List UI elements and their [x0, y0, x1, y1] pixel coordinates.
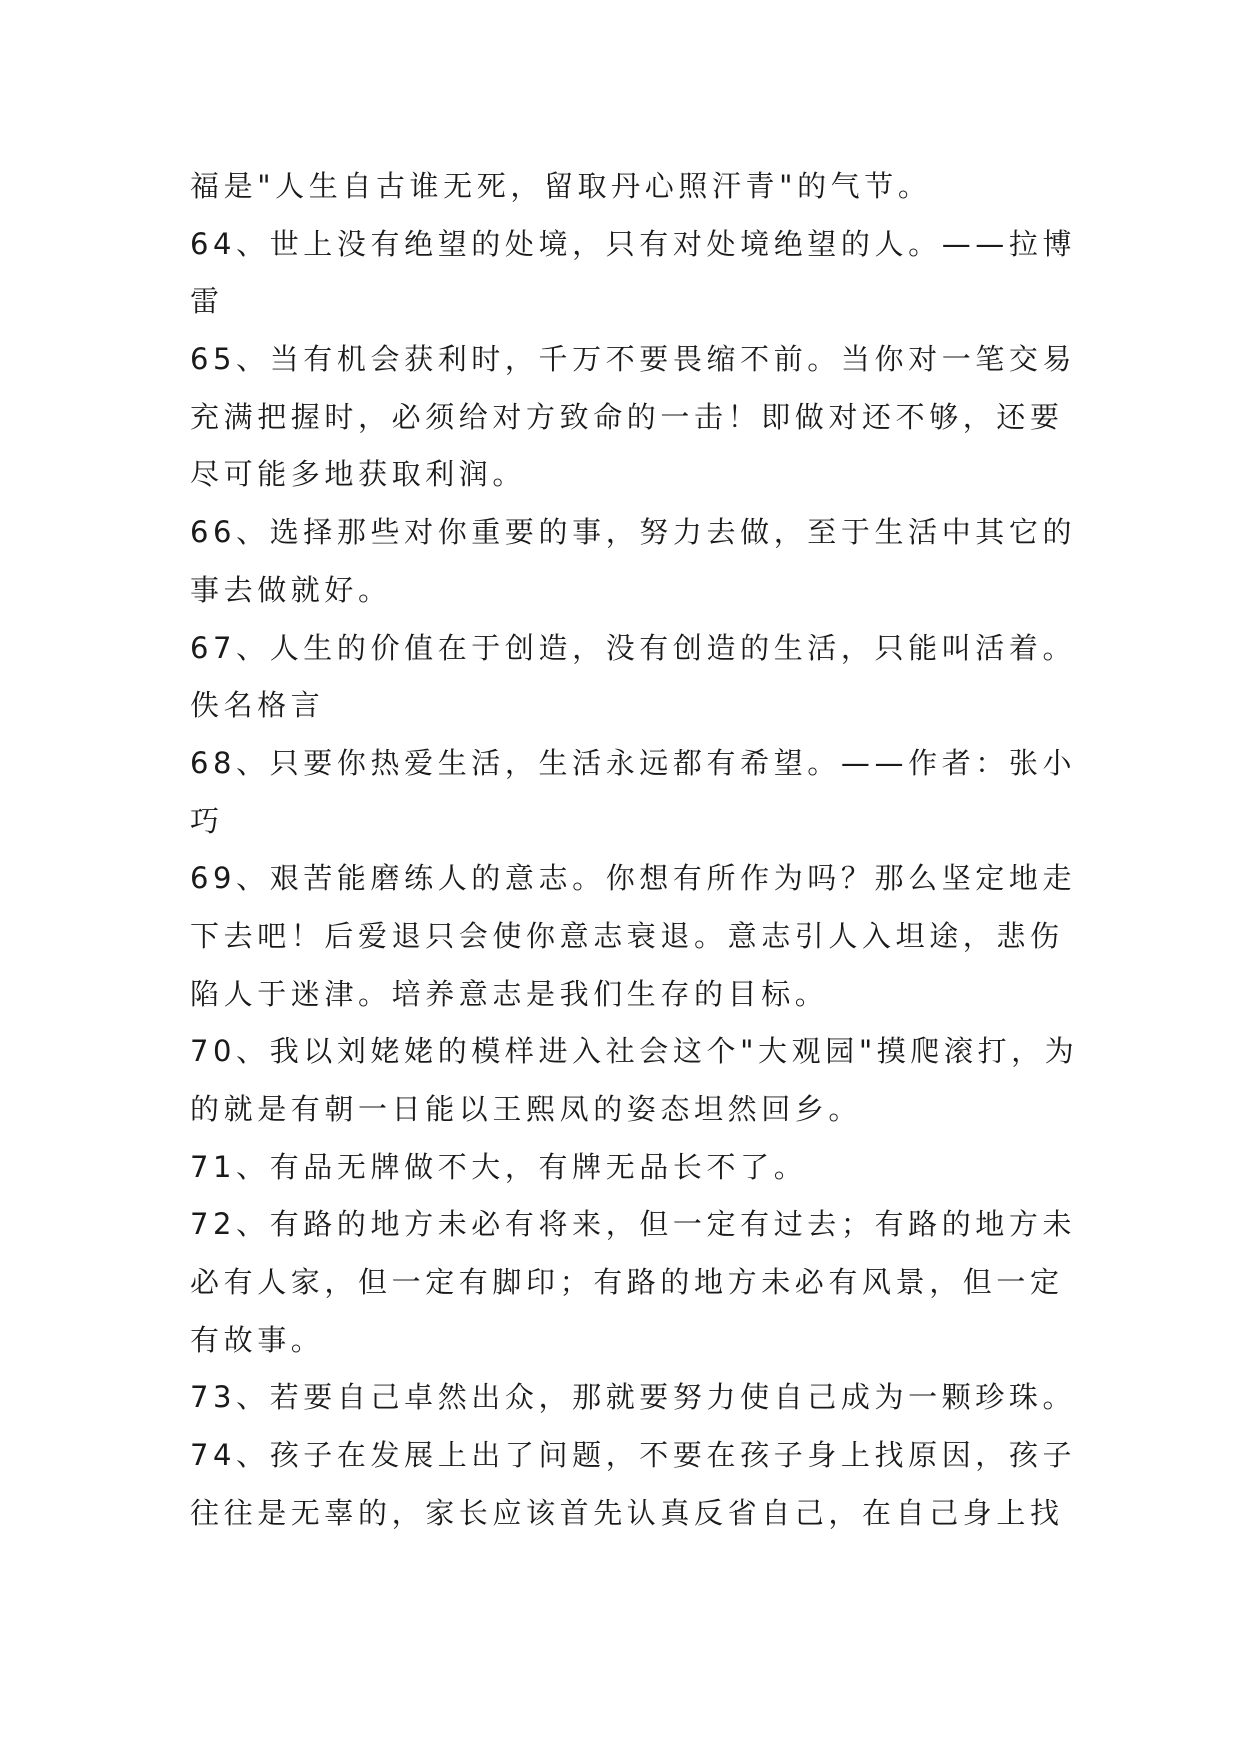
- text-line: 巧: [190, 803, 224, 838]
- text-line: 雷: [190, 284, 224, 319]
- text-line: 有故事。: [190, 1322, 325, 1357]
- text-line: 陷人于迷津。培养意志是我们生存的目标。: [190, 976, 829, 1011]
- text-line: 67、人生的价值在于创造，没有创造的生活，只能叫活着。: [190, 630, 1077, 665]
- text-line: 72、有路的地方未必有将来，但一定有过去；有路的地方未: [190, 1207, 1077, 1242]
- text-line: 66、选择那些对你重要的事，努力去做，至于生活中其它的: [190, 515, 1077, 550]
- text-line: 必有人家，但一定有脚印；有路的地方未必有风景，但一定: [190, 1265, 1064, 1300]
- text-line: 的就是有朝一日能以王熙凤的姿态坦然回乡。: [190, 1092, 863, 1126]
- text-line: 68、只要你热爱生活，生活永远都有希望。——作者：张小: [190, 745, 1077, 780]
- text-line: 73、若要自己卓然出众，那就要努力使自己成为一颗珍珠。: [190, 1380, 1077, 1415]
- text-line: 69、艰苦能磨练人的意志。你想有所作为吗？那么坚定地走: [190, 861, 1077, 896]
- text-line: 70、我以刘姥姥的模样进入社会这个"大观园"摸爬滚打，为: [190, 1034, 1079, 1069]
- text-line: 充满把握时，必须给对方致命的一击！即做对还不够，还要: [190, 399, 1064, 434]
- text-line: 往往是无辜的，家长应该首先认真反省自己，在自己身上找: [190, 1495, 1064, 1530]
- document-body: [190, 158, 1079, 1543]
- text-line: 下去吧！后爱退只会使你意志衰退。意志引人入坦途，悲伤: [190, 918, 1064, 953]
- text-line: 事去做就好。: [190, 572, 392, 607]
- text-line: 71、有品无牌做不大，有牌无品长不了。: [190, 1149, 808, 1184]
- text-line: 佚名格言: [190, 688, 325, 723]
- text-line: 尽可能多地获取利润。: [190, 457, 527, 492]
- text-line: 64、世上没有绝望的处境，只有对处境绝望的人。——拉博: [190, 226, 1077, 261]
- text-line: 65、当有机会获利时，千万不要畏缩不前。当你对一笔交易: [190, 342, 1077, 377]
- text-line: 74、孩子在发展上出了问题，不要在孩子身上找原因，孩子: [190, 1438, 1077, 1473]
- text-line: 福是"人生自古谁无死，留取丹心照汗青"的气节。: [190, 169, 932, 203]
